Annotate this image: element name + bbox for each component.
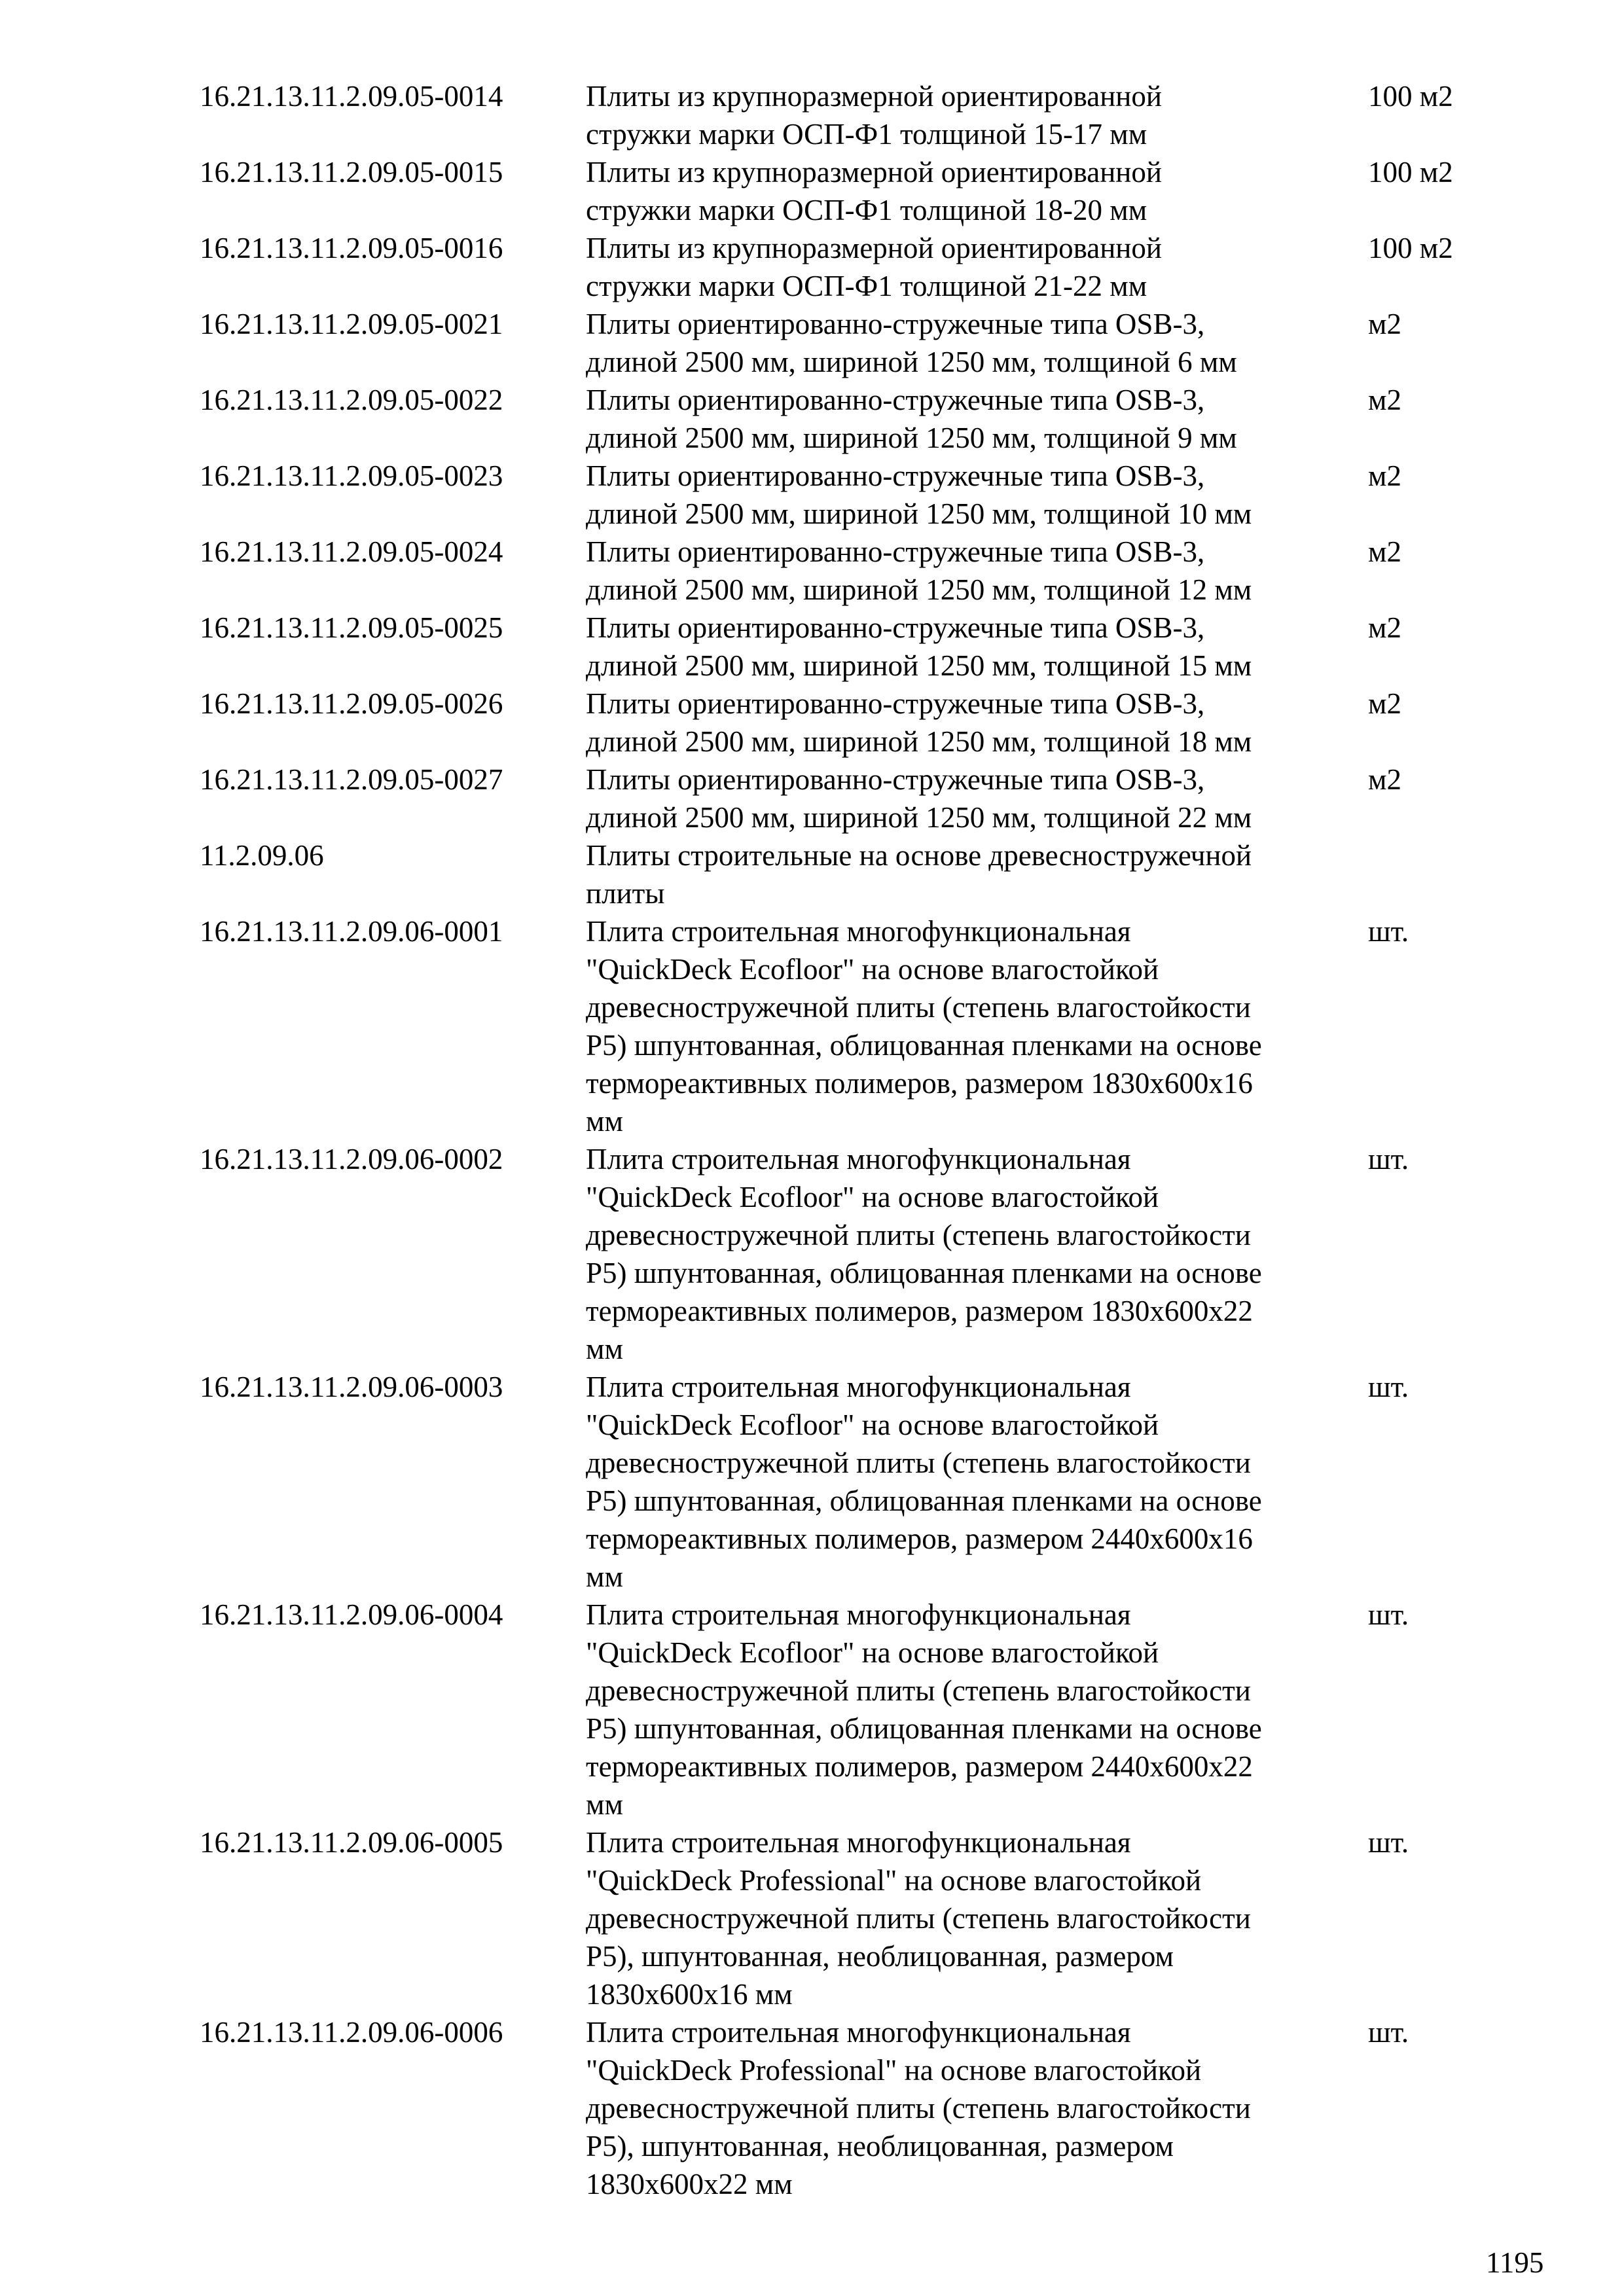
table-row — [200, 533, 1483, 609]
table-row — [200, 305, 1483, 381]
unit-of-measure: м2 — [1368, 611, 1401, 644]
unit-of-measure: м2 — [1368, 763, 1401, 796]
unit-of-measure: шт. — [1368, 1371, 1409, 1403]
table-row — [200, 685, 1483, 761]
unit-of-measure: м2 — [1368, 384, 1401, 416]
section-header-row — [200, 836, 1483, 912]
unit-of-measure: шт. — [1368, 1143, 1409, 1175]
resource-code: 16.21.13.11.2.09.05-0014 — [200, 80, 503, 113]
resource-name: Плиты ориентированно-стружечные типа OSB-3, длиной 2500 мм, шириной 1250 мм, толщиной 15 мм — [586, 611, 1252, 682]
resource-name: Плиты из крупноразмерной ориентированной стружки марки ОСП-Ф1 толщиной 15-17 мм — [586, 80, 1162, 151]
resource-code: 16.21.13.11.2.09.05-0026 — [200, 687, 503, 720]
unit-of-measure: шт. — [1368, 1826, 1409, 1859]
section-code: 11.2.09.06 — [200, 839, 324, 872]
resource-name: Плита строительная многофункциональная "QuickDeck Professional" на основе влагостойкой древесностружечной плиты (степень влагостойкости Р5), шпунтованная, необлицованная, размером 1830х600х16 мм — [586, 1826, 1251, 2011]
resource-code: 16.21.13.11.2.09.06-0003 — [200, 1371, 503, 1403]
unit-of-measure: 100 м2 — [1368, 232, 1453, 264]
resource-code: 16.21.13.11.2.09.06-0006 — [200, 2016, 503, 2049]
resource-code: 16.21.13.11.2.09.06-0002 — [200, 1143, 503, 1175]
resource-name: Плиты из крупноразмерной ориентированной стружки марки ОСП-Ф1 толщиной 18-20 мм — [586, 156, 1162, 226]
resource-code: 16.21.13.11.2.09.05-0021 — [200, 308, 503, 340]
resource-name: Плиты ориентированно-стружечные типа OSB-3, длиной 2500 мм, шириной 1250 мм, толщиной 12 мм — [586, 535, 1252, 606]
unit-of-measure: шт. — [1368, 1598, 1409, 1631]
resource-name: Плиты ориентированно-стружечные типа OSB-3, длиной 2500 мм, шириной 1250 мм, толщиной 18 мм — [586, 687, 1252, 758]
table-row — [200, 77, 1483, 153]
resource-name: Плиты ориентированно-стружечные типа OSB-3, длиной 2500 мм, шириной 1250 мм, толщиной 9 мм — [586, 384, 1237, 454]
table-row — [200, 153, 1483, 229]
resource-code: 16.21.13.11.2.09.06-0004 — [200, 1598, 503, 1631]
resource-name: Плиты ориентированно-стружечные типа OSB-3, длиной 2500 мм, шириной 1250 мм, толщиной 10 мм — [586, 459, 1252, 530]
resource-name: Плита строительная многофункциональная "QuickDeck Ecofloor" на основе влагостойкой древесностружечной плиты (степень влагостойкости Р5) шпунтованная, облицованная пленками на основе термореактивных полимеров, размером 1830х600х22 мм — [586, 1143, 1262, 1365]
table-row — [200, 381, 1483, 457]
resource-code: 16.21.13.11.2.09.05-0016 — [200, 232, 503, 264]
resource-code: 16.21.13.11.2.09.05-0023 — [200, 459, 503, 492]
resource-name: Плита строительная многофункциональная "QuickDeck Professional" на основе влагостойкой древесностружечной плиты (степень влагостойкости Р5), шпунтованная, необлицованная, размером 1830х600х22 мм — [586, 2016, 1251, 2200]
unit-of-measure: м2 — [1368, 308, 1401, 340]
resource-name: Плита строительная многофункциональная "QuickDeck Ecofloor" на основе влагостойкой древесностружечной плиты (степень влагостойкости Р5) шпунтованная, облицованная пленками на основе термореактивных полимеров, размером 2440х600х22 мм — [586, 1598, 1262, 1821]
unit-of-measure: м2 — [1368, 459, 1401, 492]
table-row — [200, 457, 1483, 533]
table-row — [200, 1140, 1483, 1368]
resource-code: 16.21.13.11.2.09.05-0024 — [200, 535, 503, 568]
resource-code: 16.21.13.11.2.09.06-0001 — [200, 915, 503, 948]
resource-code: 16.21.13.11.2.09.05-0015 — [200, 156, 503, 188]
resource-name: Плита строительная многофункциональная "QuickDeck Ecofloor" на основе влагостойкой древесностружечной плиты (степень влагостойкости Р5) шпунтованная, облицованная пленками на основе термореактивных полимеров, размером 2440х600х16 мм — [586, 1371, 1262, 1593]
page-number: 1195 — [1486, 2246, 1544, 2279]
resource-name: Плита строительная многофункциональная "QuickDeck Ecofloor" на основе влагостойкой древесностружечной плиты (степень влагостойкости Р5) шпунтованная, облицованная пленками на основе термореактивных полимеров, размером 1830х600х16 мм — [586, 915, 1262, 1138]
unit-of-measure: 100 м2 — [1368, 156, 1453, 188]
price-list-table — [200, 77, 1483, 2203]
unit-of-measure: шт. — [1368, 915, 1409, 948]
unit-of-measure: 100 м2 — [1368, 80, 1453, 113]
resource-code: 16.21.13.11.2.09.05-0027 — [200, 763, 503, 796]
table-row — [200, 609, 1483, 685]
resource-code: 16.21.13.11.2.09.05-0022 — [200, 384, 503, 416]
resource-code: 16.21.13.11.2.09.06-0005 — [200, 1826, 503, 1859]
section-name: Плиты строительные на основе древесностружечной плиты — [586, 839, 1252, 910]
table-row — [200, 2013, 1483, 2203]
table-row — [200, 912, 1483, 1140]
table-row — [200, 1596, 1483, 1823]
table-row — [200, 761, 1483, 836]
table-row — [200, 1823, 1483, 2013]
resource-name: Плиты из крупноразмерной ориентированной стружки марки ОСП-Ф1 толщиной 21-22 мм — [586, 232, 1162, 302]
unit-of-measure: м2 — [1368, 687, 1401, 720]
resource-code: 16.21.13.11.2.09.05-0025 — [200, 611, 503, 644]
unit-of-measure — [1368, 836, 1483, 912]
table-row — [200, 1368, 1483, 1596]
resource-name: Плиты ориентированно-стружечные типа OSB-3, длиной 2500 мм, шириной 1250 мм, толщиной 22 мм — [586, 763, 1252, 834]
unit-of-measure: м2 — [1368, 535, 1401, 568]
table-row — [200, 229, 1483, 305]
unit-of-measure: шт. — [1368, 2016, 1409, 2049]
resource-name: Плиты ориентированно-стружечные типа OSB-3, длиной 2500 мм, шириной 1250 мм, толщиной 6 мм — [586, 308, 1237, 378]
